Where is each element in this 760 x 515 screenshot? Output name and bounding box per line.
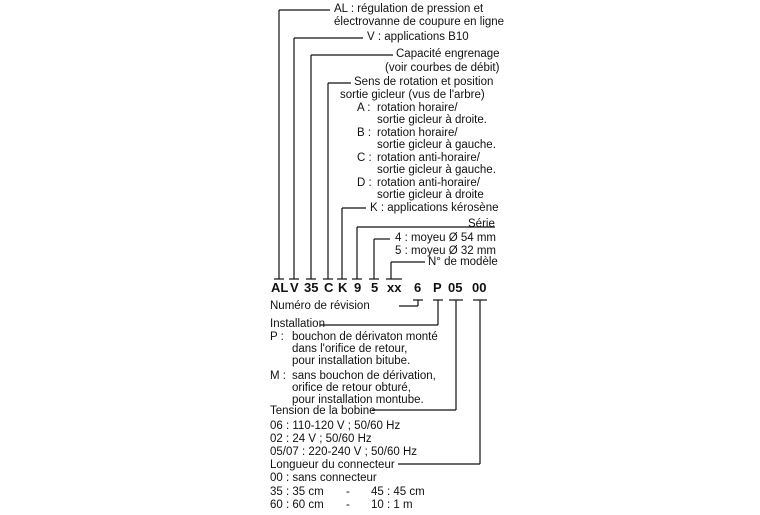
label-capacite-line2: (voir courbes de débit) [385,62,500,74]
code-segment-p: P [433,280,442,295]
sens-option-line: sortie gicleur à droite. [377,114,487,126]
label-capacite-line1: Capacité engrenage [396,48,500,60]
sens-option-line: sortie gicleur à gauche. [377,164,496,176]
code-segment-35: 35 [304,280,319,295]
label-modele: N° de modèle [428,256,498,268]
code-segment-xx: xx [387,280,402,295]
tension-option: 05/07 : 220-240 V ; 50/60 Hz [270,446,418,458]
label-al-line1: AL : régulation de pression et [334,3,484,15]
label-serie: Série [468,218,495,230]
label-sens-line1: Sens de rotation et position [354,76,494,88]
installation-option-line: orifice de retour obturé, [292,382,411,394]
installation-option-line: bouchon de dérivaton monté [292,331,438,343]
sens-option-line: sortie gicleur à gauche. [377,139,496,151]
connecteur-none: 00 : sans connecteur [270,472,377,484]
label-k: K : applications kérosène [370,202,499,214]
label-al-line2: électrovanne de coupure en ligne [334,16,505,28]
label-v: V : applications B10 [367,31,469,43]
tension-option: 06 : 110-120 V ; 50/60 Hz [270,420,401,432]
sens-option-key: A : [357,102,371,114]
connecteur-dash: - [346,499,350,511]
sens-option-line: rotation horaire/ [377,127,458,139]
label-connecteur: Longueur du connecteur [270,459,395,471]
connecteur-left: 60 : 60 cm [270,499,324,511]
sens-option-key: D : [357,177,372,189]
installation-option-key: P : [270,331,284,343]
code-segment-6: 6 [414,280,422,295]
tension-option: 02 : 24 V ; 50/60 Hz [270,433,372,445]
installation-option-line: dans l'orifice de retour, [292,343,408,355]
label-installation: Installation [270,318,325,330]
sens-option-line: rotation anti-horaire/ [377,177,480,189]
serie-option-4: 4 : moyeu Ø 54 mm [395,232,496,244]
connecteur-right: 10 : 1 m [371,499,413,511]
label-sens-line2: sortie gicleur (vus de l'arbre) [340,89,485,101]
sens-option-line: rotation anti-horaire/ [377,152,480,164]
sens-option-key: C : [357,152,372,164]
code-segment-00: 00 [472,280,487,295]
label-revision: Numéro de révision [270,300,370,312]
installation-option-line: pour installation montube. [292,394,424,406]
installation-option-key: M : [270,370,286,382]
code-segment-al: AL [271,280,289,295]
code-segment-c: C [324,280,334,295]
code-segment-05: 05 [448,280,463,295]
connecteur-dash: - [346,486,350,498]
installation-option-line: pour installation bitube. [292,355,411,367]
code-segment-9: 9 [354,280,362,295]
sens-option-line: sortie gicleur à droite [377,189,484,201]
sens-option-key: B : [357,127,372,139]
sens-option-line: rotation horaire/ [377,102,458,114]
serie-option-5: 5 : moyeu Ø 32 mm [395,245,496,257]
installation-option-line: sans bouchon de dérivation, [292,370,436,382]
connecteur-left: 35 : 35 cm [270,486,324,498]
code-segment-k: K [338,280,348,295]
code-segment-v: V [290,280,299,295]
code-segment-5: 5 [371,280,379,295]
connecteur-right: 45 : 45 cm [371,486,425,498]
label-tension: Tension de la bobine [270,405,376,417]
